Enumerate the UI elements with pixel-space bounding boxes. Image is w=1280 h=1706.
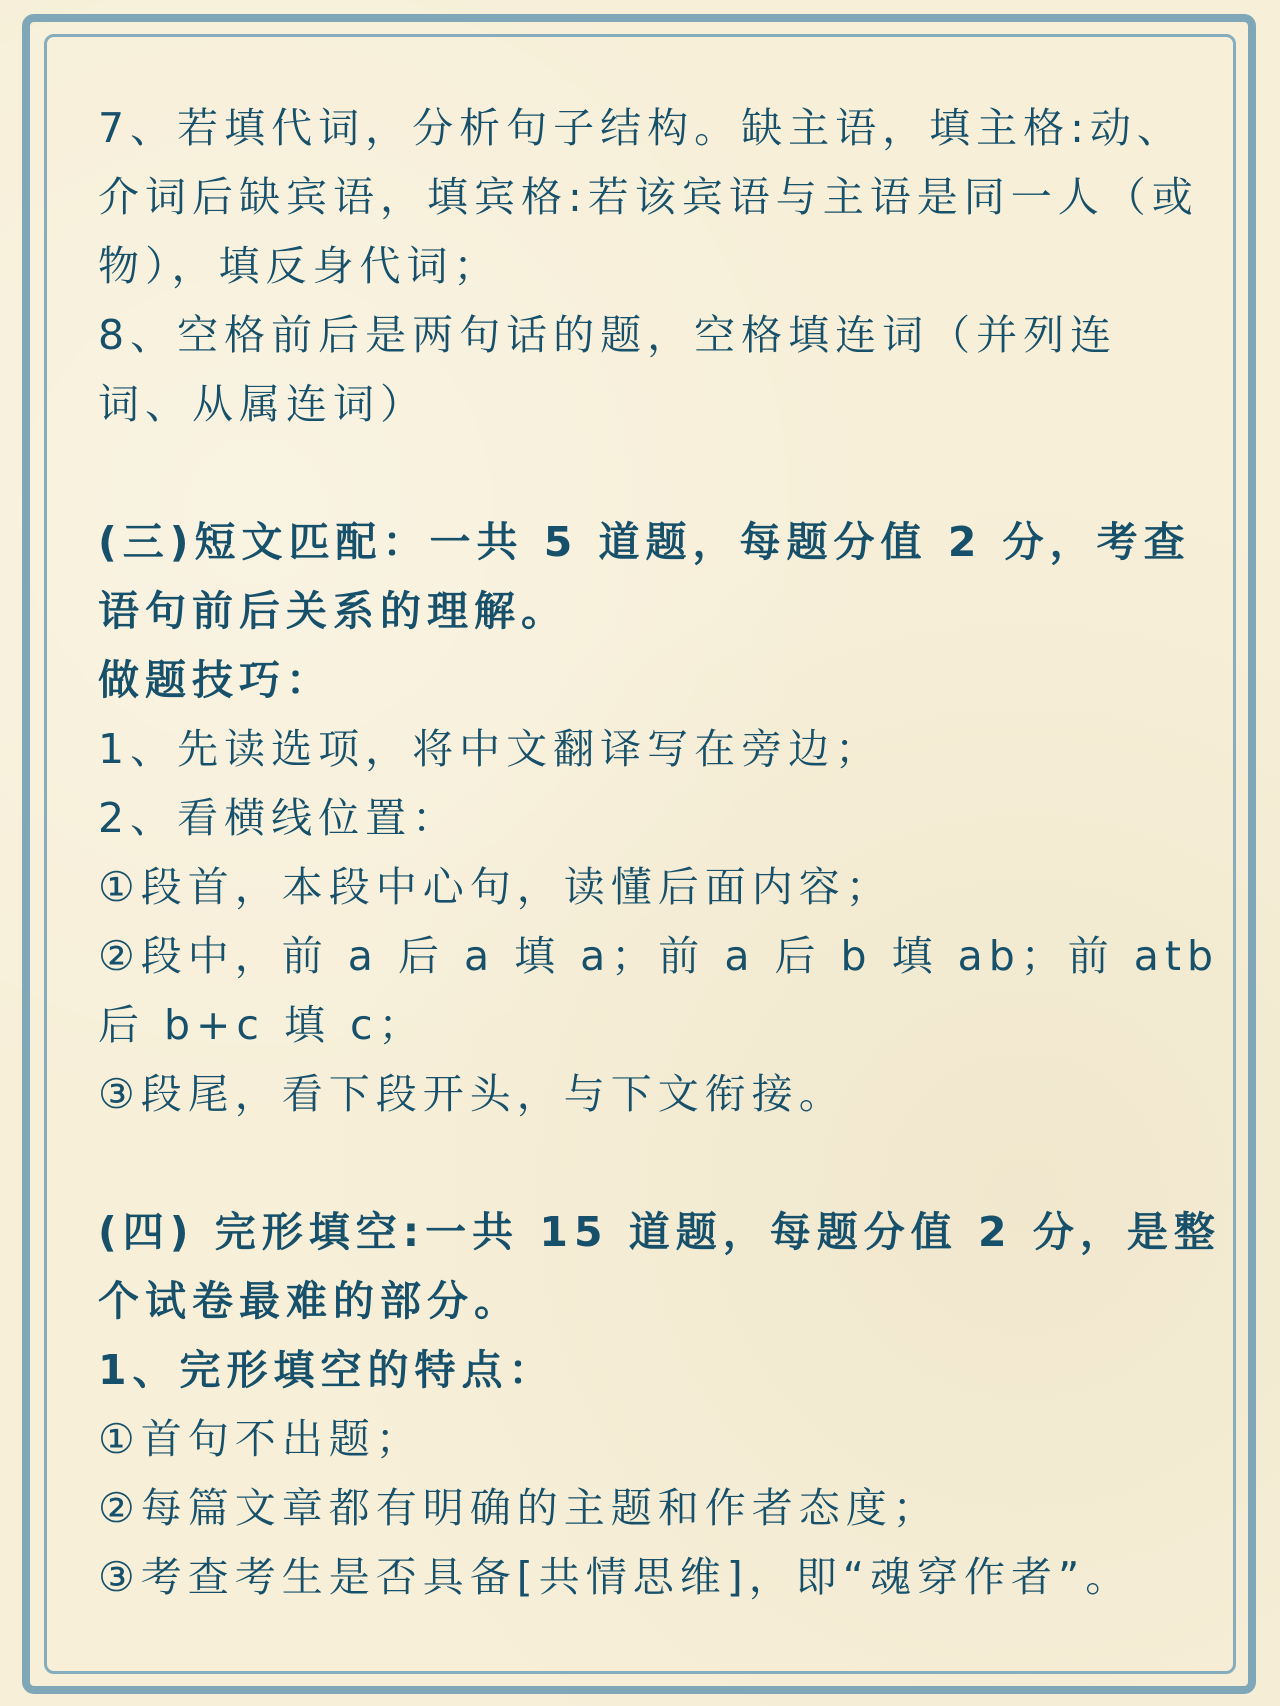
text-line-11: 2、看横线位置： [98,794,460,842]
text-line-20: ①首句不出题； [98,1415,423,1463]
text-line-21: ②每篇文章都有明确的主题和作者态度； [98,1484,940,1532]
text-content [98,94,1221,1612]
section-heading-3-line-1: (三)短文匹配：一共 5 道题，每题分值 2 分，考查 [98,518,1191,566]
text-line-1: 7、若填代词，分析句子结构。缺主语，填主格:动、 [98,104,1184,152]
text-line-5: 词、从属连词） [98,380,427,428]
text-line-3: 物），填反身代词； [98,242,501,290]
paragraph-gap [98,439,1188,508]
text-line-2: 介词后缺宾语，填宾格:若该宾语与主语是同一人（或 [98,173,1199,221]
text-line-22: ③考查考生是否具备[共情思维]，即“魂穿作者”。 [98,1553,1133,1601]
subheading-features: 1、完形填空的特点： [98,1346,556,1394]
text-line-12: ①段首，本段中心句，读懂后面内容； [98,863,893,911]
section-heading-4-line-2: 个试卷最难的部分。 [98,1277,521,1325]
section-heading-3-line-2: 语句前后关系的理解。 [98,587,568,635]
text-line-13: ②段中，前 a 后 a 填 a；前 a 后 b 填 ab；前 atb [98,932,1220,980]
text-line-10: 1、先读选项，将中文翻译写在旁边； [98,725,883,773]
section-heading-4-line-1: (四) 完形填空:一共 15 道题，每题分值 2 分，是整 [98,1208,1221,1256]
text-line-4: 8、空格前后是两句话的题，空格填连词（并列连 [98,311,1118,359]
text-line-15: ③段尾，看下段开头，与下文衔接。 [98,1070,846,1118]
paragraph-gap [98,1129,1188,1198]
subheading-tips: 做题技巧： [98,656,333,704]
text-line-14: 后 b+c 填 c； [98,1001,426,1049]
